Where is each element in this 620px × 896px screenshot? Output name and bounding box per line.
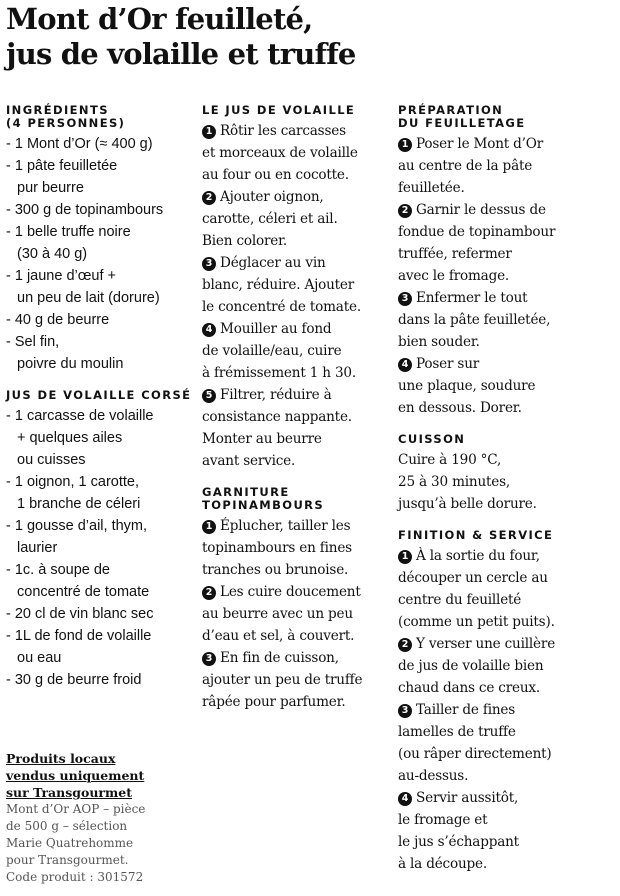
step-line: au beurre avec un peu [202,606,353,622]
step-line: (ou râper directement) [398,746,552,762]
recipe-step [202,515,392,581]
step-line: Monter au beurre [202,431,322,447]
jus-corse-section [6,389,192,691]
text-line: PRÉPARATION [398,103,504,117]
step-number-badge: 2 [398,638,412,652]
step-line [202,186,392,208]
ingredient-item [6,669,192,691]
step-list [202,515,392,713]
text-line: DU FEUILLETAGE [398,116,526,130]
step-list [398,545,616,875]
text-line: Marie Quatrehomme [6,836,134,850]
ingredient-item [6,559,192,603]
step-line: centre du feuilleté [398,592,522,608]
section-heading [398,529,616,542]
recipe-step [398,545,616,633]
recipe-step [202,252,392,318]
step-text: Les cuire doucement [220,584,361,600]
ingredient-line: - Sel fin, [6,334,60,350]
ingredient-item [6,405,192,471]
ingredient-item [6,309,192,331]
step-text: Tailler de fines [416,702,516,718]
ingredient-line: ou cuisses [17,452,86,468]
ingredient-item [6,155,192,199]
ingredient-line: - 1 carcasse de volaille [6,408,154,424]
preparation-column [398,104,616,889]
step-line [202,581,392,603]
text-line: GARNITURE [202,485,290,499]
jus-volaille-section [202,104,392,472]
step-text: Déglacer au vin [220,255,326,271]
local-products-body [6,801,192,886]
step-line: topinambours en fines [202,540,352,556]
step-text: Rôtir les carcasses [220,123,346,139]
step-line: découper un cercle au [398,570,548,586]
recipe-step [398,133,616,199]
section-heading [6,389,192,402]
text-line: vendus uniquement [6,768,145,783]
step-line [398,787,616,809]
text-line: Mont d’Or AOP – pièce [6,802,146,816]
text-line: INGRÉDIENTS [6,103,109,117]
recipe-step [202,647,392,713]
finition-section [398,529,616,875]
ingredient-item [6,603,192,625]
ingredient-item [6,515,192,559]
ingredient-line: + quelques ailes [17,430,123,446]
ingredient-line: - 40 g de beurre [6,312,110,328]
text-line: sur Transgourmet [6,785,132,800]
recipe-step [398,787,616,875]
text-line: Cuire à 190 °C, [398,452,502,468]
step-line: carotte, céleri et ail. [202,211,338,227]
ingredient-list [6,133,192,375]
ingredient-line: pur beurre [17,180,84,196]
step-line [398,353,616,375]
step-line: au four ou en cocotte. [202,167,349,183]
ingredient-line: concentré de tomate [17,584,150,600]
preparation-section [398,104,616,419]
recipe-step [202,120,392,186]
step-line: ajouter un peu de truffe [202,672,363,688]
ingredient-line: - 1L de fond de volaille [6,628,152,644]
step-line: en dessous. Dorer. [398,400,522,416]
title-line: jus de volaille et truffe [6,37,356,71]
step-text: Mouiller au fond [220,321,332,337]
text-line: Code produit : 301572 [6,870,144,884]
step-line: à la découpe. [398,856,487,872]
step-line: avant service. [202,453,296,469]
jus-column [202,104,392,727]
ingredient-item [6,133,192,155]
step-line: tranches ou brunoise. [202,562,349,578]
step-text: Enfermer le tout [416,290,528,306]
step-line: au-dessus. [398,768,469,784]
ingredient-line: - 1 gousse d’ail, thym, [6,518,148,534]
text-line: (4 PERSONNES) [6,116,126,130]
step-line: lamelles de truffe [398,724,516,740]
step-number-badge: 5 [202,389,216,403]
text-line: JUS DE VOLAILLE CORSÉ [6,388,192,402]
ingredient-line: un peu de lait (dorure) [17,290,160,306]
ingredient-line: - 1 Mont d’Or (≈ 400 g) [6,136,153,152]
step-number-badge: 1 [202,520,216,534]
ingredient-item [6,265,192,309]
ingredient-line: laurier [17,540,58,556]
step-number-badge: 1 [398,550,412,564]
step-text: Poser sur [416,356,480,372]
step-number-badge: 3 [202,257,216,271]
text-line: TOPINAMBOURS [202,498,325,512]
step-number-badge: 2 [202,191,216,205]
section-heading [202,486,392,512]
step-number-badge: 4 [398,358,412,372]
step-line: Bien colorer. [202,233,288,249]
recipe-step [202,384,392,472]
step-text: Ajouter oignon, [220,189,324,205]
cuisson-text [398,449,616,515]
ingredient-item [6,331,192,375]
ingredients-section [6,104,192,375]
step-line: dans la pâte feuilletée, [398,312,551,328]
recipe-step [398,287,616,353]
ingredient-item [6,471,192,515]
step-line: blanc, réduire. Ajouter [202,277,355,293]
step-line [398,699,616,721]
step-line: feuilletée. [398,180,465,196]
text-line: CUISSON [398,432,466,446]
recipe-step [398,353,616,419]
step-line [202,384,392,406]
text-line: Produits locaux [6,751,116,766]
step-line: avec le fromage. [398,268,510,284]
step-line [398,633,616,655]
ingredient-line: 1 branche de céleri [17,496,141,512]
ingredients-column [6,104,192,705]
section-heading [398,433,616,446]
ingredient-line: - 1 jaune d’œuf + [6,268,117,284]
step-number-badge: 4 [398,792,412,806]
step-line [202,252,392,274]
step-list [202,120,392,472]
step-line: consistance nappante. [202,409,352,425]
step-line: bien souder. [398,334,480,350]
step-number-badge: 1 [398,138,412,152]
step-text: Poser le Mont d’Or [416,136,544,152]
section-heading [6,104,192,130]
ingredient-line: - 300 g de topinambours [6,202,164,218]
recipe-step [398,699,616,787]
ingredient-item [6,625,192,669]
title-line: Mont d’Or feuilleté, [6,2,313,36]
text-line: LE JUS DE VOLAILLE [202,103,356,117]
step-line: chaud dans ce creux. [398,680,540,696]
step-line: de jus de volaille bien [398,658,544,674]
step-line [202,318,392,340]
step-line: de volaille/eau, cuire [202,343,342,359]
step-text: Y verser une cuillère [416,636,556,652]
ingredient-list [6,405,192,691]
step-text: Garnir le dessus de [416,202,546,218]
text-line: de 500 g – sélection [6,819,128,833]
step-number-badge: 4 [202,323,216,337]
garniture-section [202,486,392,713]
text-line: jusqu’à belle dorure. [398,496,537,512]
ingredient-line: - 30 g de beurre froid [6,672,142,688]
step-line: truffée, refermer [398,246,512,262]
ingredient-line: - 1 pâte feuilletée [6,158,118,174]
step-number-badge: 3 [202,652,216,666]
step-text: Filtrer, réduire à [220,387,332,403]
recipe-step [202,581,392,647]
step-line: et morceaux de volaille [202,145,358,161]
ingredient-line: - 20 cl de vin blanc sec [6,606,154,622]
step-line: d’eau et sel, à couvert. [202,628,355,644]
step-line [202,515,392,537]
step-number-badge: 3 [398,704,412,718]
step-text: Éplucher, tailler les [220,518,351,534]
local-products-heading [6,750,192,801]
cuisson-section [398,433,616,515]
step-text: En fin de cuisson, [220,650,339,666]
step-number-badge: 3 [398,292,412,306]
ingredient-line: - 1c. à soupe de [6,562,110,578]
step-number-badge: 2 [398,204,412,218]
section-heading [398,104,616,130]
recipe-step [202,318,392,384]
step-list [398,133,616,419]
ingredient-line: - 1 belle truffe noire [6,224,131,240]
step-line [202,120,392,142]
step-line: le jus s’échappant [398,834,519,850]
recipe-step [398,633,616,699]
step-line: râpée pour parfumer. [202,694,346,710]
step-text: Servir aussitôt, [416,790,519,806]
local-products-note [6,750,192,886]
ingredient-line: - 1 oignon, 1 carotte, [6,474,139,490]
ingredient-item [6,199,192,221]
ingredient-line: (30 à 40 g) [17,246,88,262]
step-line: à frémissement 1 h 30. [202,365,356,381]
step-line [398,287,616,309]
text-line: pour Transgourmet. [6,853,129,867]
ingredient-item [6,221,192,265]
step-number-badge: 1 [202,125,216,139]
recipe-step [202,186,392,252]
page-title [6,2,356,72]
step-line [398,199,616,221]
ingredient-line: poivre du moulin [17,356,124,372]
step-line: fondue de topinambour [398,224,556,240]
step-line [398,545,616,567]
step-line [202,647,392,669]
section-heading [202,104,392,117]
ingredient-line: ou eau [17,650,62,666]
step-line: une plaque, soudure [398,378,536,394]
step-line: (comme un petit puits). [398,614,555,630]
text-line: FINITION & SERVICE [398,528,554,542]
text-line: 25 à 30 minutes, [398,474,511,490]
step-text: À la sortie du four, [416,548,540,564]
step-line: le concentré de tomate. [202,299,361,315]
recipe-step [398,199,616,287]
step-number-badge: 2 [202,586,216,600]
step-line: au centre de la pâte [398,158,533,174]
step-line [398,133,616,155]
step-line: le fromage et [398,812,488,828]
